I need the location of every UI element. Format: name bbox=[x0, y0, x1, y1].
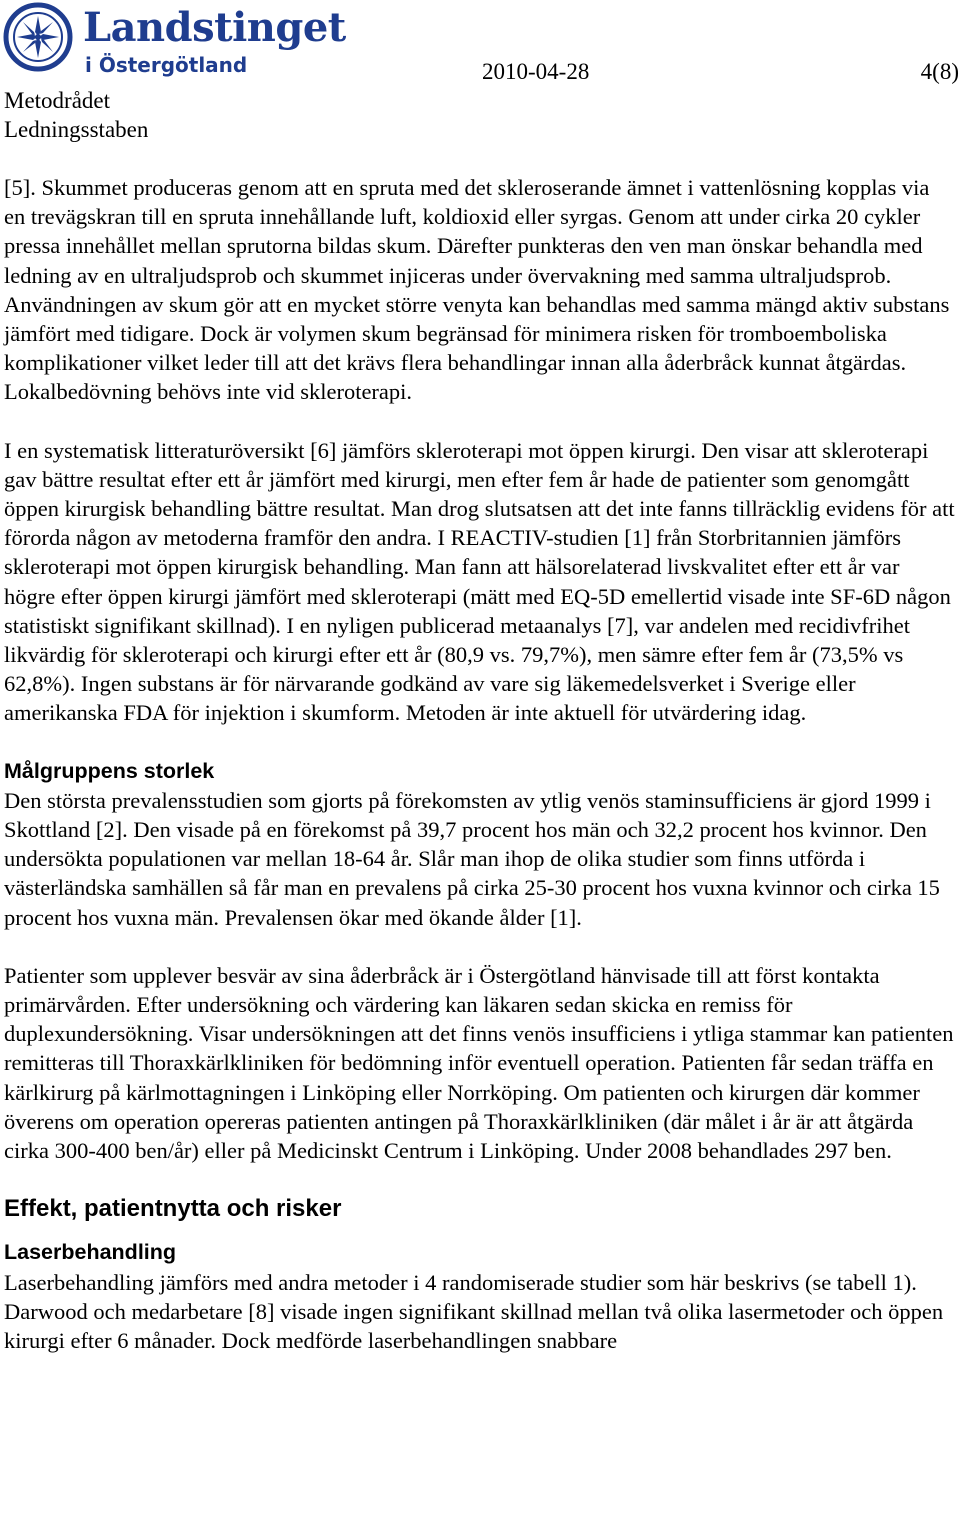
paragraph-laserbehandling: Laserbehandling jämförs med andra metoder i 4 randomiserade studier som här beskrivs (se tabell 1). Darwood och medarbetare [8] visade ingen signifikant skillnad mellan två olika lasermetoder och öppen kirurgi efter 6 månader. Dock medförde laserbehandlingen snabbare bbox=[4, 1269, 944, 1353]
org-unit: Metodrådet bbox=[4, 88, 111, 113]
seal-icon bbox=[3, 2, 73, 72]
landstinget-logo bbox=[3, 2, 346, 82]
heading-laserbehandling: Laserbehandling bbox=[4, 1240, 177, 1265]
document-body bbox=[4, 173, 956, 1355]
paragraph-skum-method: [5]. Skummet produceras genom att en spruta med det skleroserande ämnet i vattenlösning kopplas via en trevägskran till en spruta innehållande luft, koldioxid eller syrgas. Genom att under cirka 20 cykler pressa innehållet mellan sprutorna bildas skum. Därefter punkteras den ven man önskar behandla med ledning av en ultraljudsprob och skummet injiceras under övervakning med samma ultraljudsprob. Användningen av skum gör att en mycket större venyta kan behandlas med samma mängd aktiv substans jämfört med tidigare. Dock är volymen skum begränsad för minimera risken för tromboemboliska komplikationer vilket leder till att det krävs flera behandlingar innan alla åderbråck kunnat åtgärdas. Lokalbedövning behövs inte vid skleroterapi. bbox=[4, 175, 950, 405]
logo-subtitle: i Östergötland bbox=[85, 53, 248, 77]
page-number: 4(8) bbox=[920, 59, 959, 84]
paragraph-patientflode: Patienter som upplever besvär av sina åderbråck är i Östergötland hänvisade till att först kontakta primärvården. Efter undersökning och värdering kan läkaren sedan skicka en remiss för duplexundersökning. Visar undersökningen att det finns venös insufficiens i ytliga stammar kan patienten remitteras till Thoraxkärlkliniken för bedömning inför eventuell operation. Patienten får sedan träffa en kärlkirurg på kärlmottagningen i Linköping eller Norrköping. Om patienten och kirurgen där kommer överens om operation opereras patienten antingen på Thoraxkärlkliniken (där målet i år är att åtgärda cirka 300-400 ben/år) eller på Medicinskt Centrum i Linköping. Under 2008 behandlades 297 ben. bbox=[4, 962, 954, 1164]
page-header bbox=[0, 0, 960, 150]
paragraph-skleroterapi-review: I en systematisk litteraturöversikt [6] jämförs skleroterapi mot öppen kirurgi. Den visar att skleroterapi gav bättre resultat efter ett år jämfört med kirurgi, men efter fem år hade de patienter som genomgått öppen kirurgisk behandling bättre resultat. Man drog slutsatsen att det inte fanns tillräcklig evidens för att förorda någon av metoderna framför den andra. I REACTIV-studien [1] från Storbritannien jämförs skleroterapi mot öppen kirurgisk behandling. Man fann att hälsorelaterad livskvalitet efter ett år var högre efter öppen kirurgi jämfört med skleroterapi (mätt med EQ-5D emellertid visade inte SF-6D någon statistiskt signifikant skillnad). I en nyligen publicerad metaanalys [7], var andelen med recidivfrihet likvärdig för skleroterapi och kirurgi efter ett år (80,9 vs. 79,7%), men sämre efter fem år (73,5% vs 62,8%). Ingen substans är för närvarande godkänd av vare sig läkemedelsverket i Sverige eller amerikanska FDA för injektion i skumform. Metoden är inte aktuell för utvärdering idag. bbox=[4, 437, 955, 726]
heading-effekt-patientnytta-risker: Effekt, patientnytta och risker bbox=[4, 1195, 342, 1223]
org-subunit: Ledningsstaben bbox=[4, 117, 149, 142]
paragraph-prevalens: Den största prevalensstudien som gjorts på förekomsten av ytlig venös staminsufficiens är gjord 1999 i Skottland [2]. Den visade på en förekomst på 39,7 procent hos män och 32,2 procent hos kvinnor. Den undersökta populationen var mellan 18-64 år. Slår man ihop de olika studier som finns utförda i västerländska samhällen så får man en prevalens på cirka 25-30 procent hos vuxna kvinnor och cirka 15 procent hos vuxna män. Prevalensen ökar med ökande ålder [1]. bbox=[4, 787, 940, 930]
document-date: 2010-04-28 bbox=[482, 59, 590, 84]
logo-title: Landstinget bbox=[83, 4, 346, 51]
heading-malgruppens-storlek: Målgruppens storlek bbox=[4, 758, 215, 783]
